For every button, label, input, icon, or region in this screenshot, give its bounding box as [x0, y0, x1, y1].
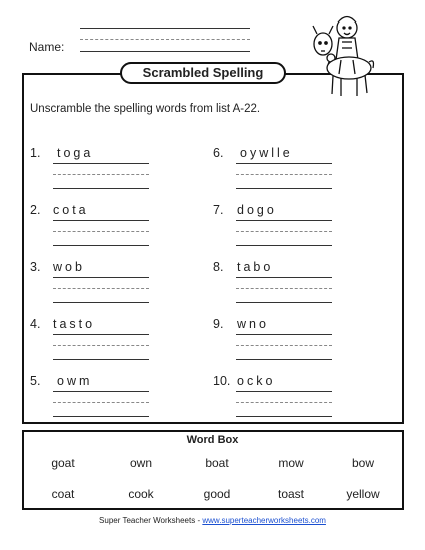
- scrambled-word: tasto: [53, 317, 96, 331]
- answer-line[interactable]: [236, 416, 332, 417]
- name-input-line[interactable]: [80, 51, 250, 52]
- answer-line[interactable]: [236, 302, 332, 303]
- answer-top-line: [53, 277, 149, 278]
- item-number: 6.: [213, 146, 224, 160]
- word-box-title: Word Box: [186, 434, 239, 446]
- answer-dashed-line: [53, 174, 149, 175]
- scrambled-word: wno: [237, 317, 269, 331]
- item-number: 3.: [30, 260, 41, 274]
- footer: [0, 516, 425, 525]
- scrambled-word: wob: [53, 260, 85, 274]
- word-box-word: bow: [351, 456, 374, 470]
- answer-dashed-line: [236, 174, 332, 175]
- scrambled-word: owm: [57, 374, 93, 388]
- word-box-word: boat: [205, 456, 229, 470]
- answer-top-line: [53, 391, 149, 392]
- answer-line[interactable]: [53, 188, 149, 189]
- answer-line[interactable]: [53, 302, 149, 303]
- answer-line[interactable]: [236, 245, 332, 246]
- word-box-word: toast: [277, 487, 304, 501]
- word-box-word: mow: [278, 456, 304, 470]
- answer-top-line: [53, 334, 149, 335]
- answer-dashed-line: [236, 231, 332, 232]
- boy-riding-goat-illustration: [305, 8, 377, 100]
- word-box-word: own: [129, 456, 152, 470]
- item-number: 8.: [213, 260, 224, 274]
- scrambled-word: tabo: [237, 260, 274, 274]
- scrambled-word: cota: [53, 203, 89, 217]
- answer-dashed-line: [53, 402, 149, 403]
- scrambled-word: toga: [57, 146, 94, 160]
- answer-line[interactable]: [53, 359, 149, 360]
- worksheet-title: Scrambled Spelling: [120, 62, 286, 84]
- name-top-line: [80, 28, 250, 29]
- answer-top-line: [236, 391, 332, 392]
- answer-top-line: [236, 163, 332, 164]
- word-box-word: goat: [51, 456, 75, 470]
- answer-top-line: [236, 277, 332, 278]
- item-number: 9.: [213, 317, 224, 331]
- answer-line[interactable]: [53, 416, 149, 417]
- answer-top-line: [53, 220, 149, 221]
- answer-line[interactable]: [236, 188, 332, 189]
- item-number: 10.: [213, 374, 231, 388]
- word-box-word: yellow: [346, 487, 380, 501]
- answer-line[interactable]: [53, 245, 149, 246]
- footer-link[interactable]: www.superteacherworksheets.com: [202, 516, 326, 525]
- answer-line[interactable]: [236, 359, 332, 360]
- answer-dashed-line: [53, 345, 149, 346]
- answer-top-line: [236, 334, 332, 335]
- item-number: 7.: [213, 203, 224, 217]
- answer-dashed-line: [236, 345, 332, 346]
- word-box-word: cook: [128, 487, 154, 501]
- instructions: Unscramble the spelling words from list A-22.: [30, 103, 261, 115]
- answer-top-line: [236, 220, 332, 221]
- scrambled-word: dogo: [237, 203, 277, 217]
- footer-text: Super Teacher Worksheets -: [99, 516, 203, 525]
- word-box-word: coat: [51, 487, 75, 501]
- answer-dashed-line: [236, 288, 332, 289]
- word-box-word: good: [203, 487, 231, 501]
- name-dashed-line: [80, 39, 250, 40]
- scrambled-word: ocko: [237, 374, 276, 388]
- answer-dashed-line: [53, 231, 149, 232]
- answer-top-line: [53, 163, 149, 164]
- item-number: 4.: [30, 317, 41, 331]
- scrambled-word: oywlle: [240, 146, 293, 160]
- answer-dashed-line: [236, 402, 332, 403]
- answer-dashed-line: [53, 288, 149, 289]
- item-number: 2.: [30, 203, 41, 217]
- item-number: 1.: [30, 146, 41, 160]
- name-label: Name:: [29, 40, 65, 54]
- item-number: 5.: [30, 374, 41, 388]
- worksheet-box: [22, 73, 404, 424]
